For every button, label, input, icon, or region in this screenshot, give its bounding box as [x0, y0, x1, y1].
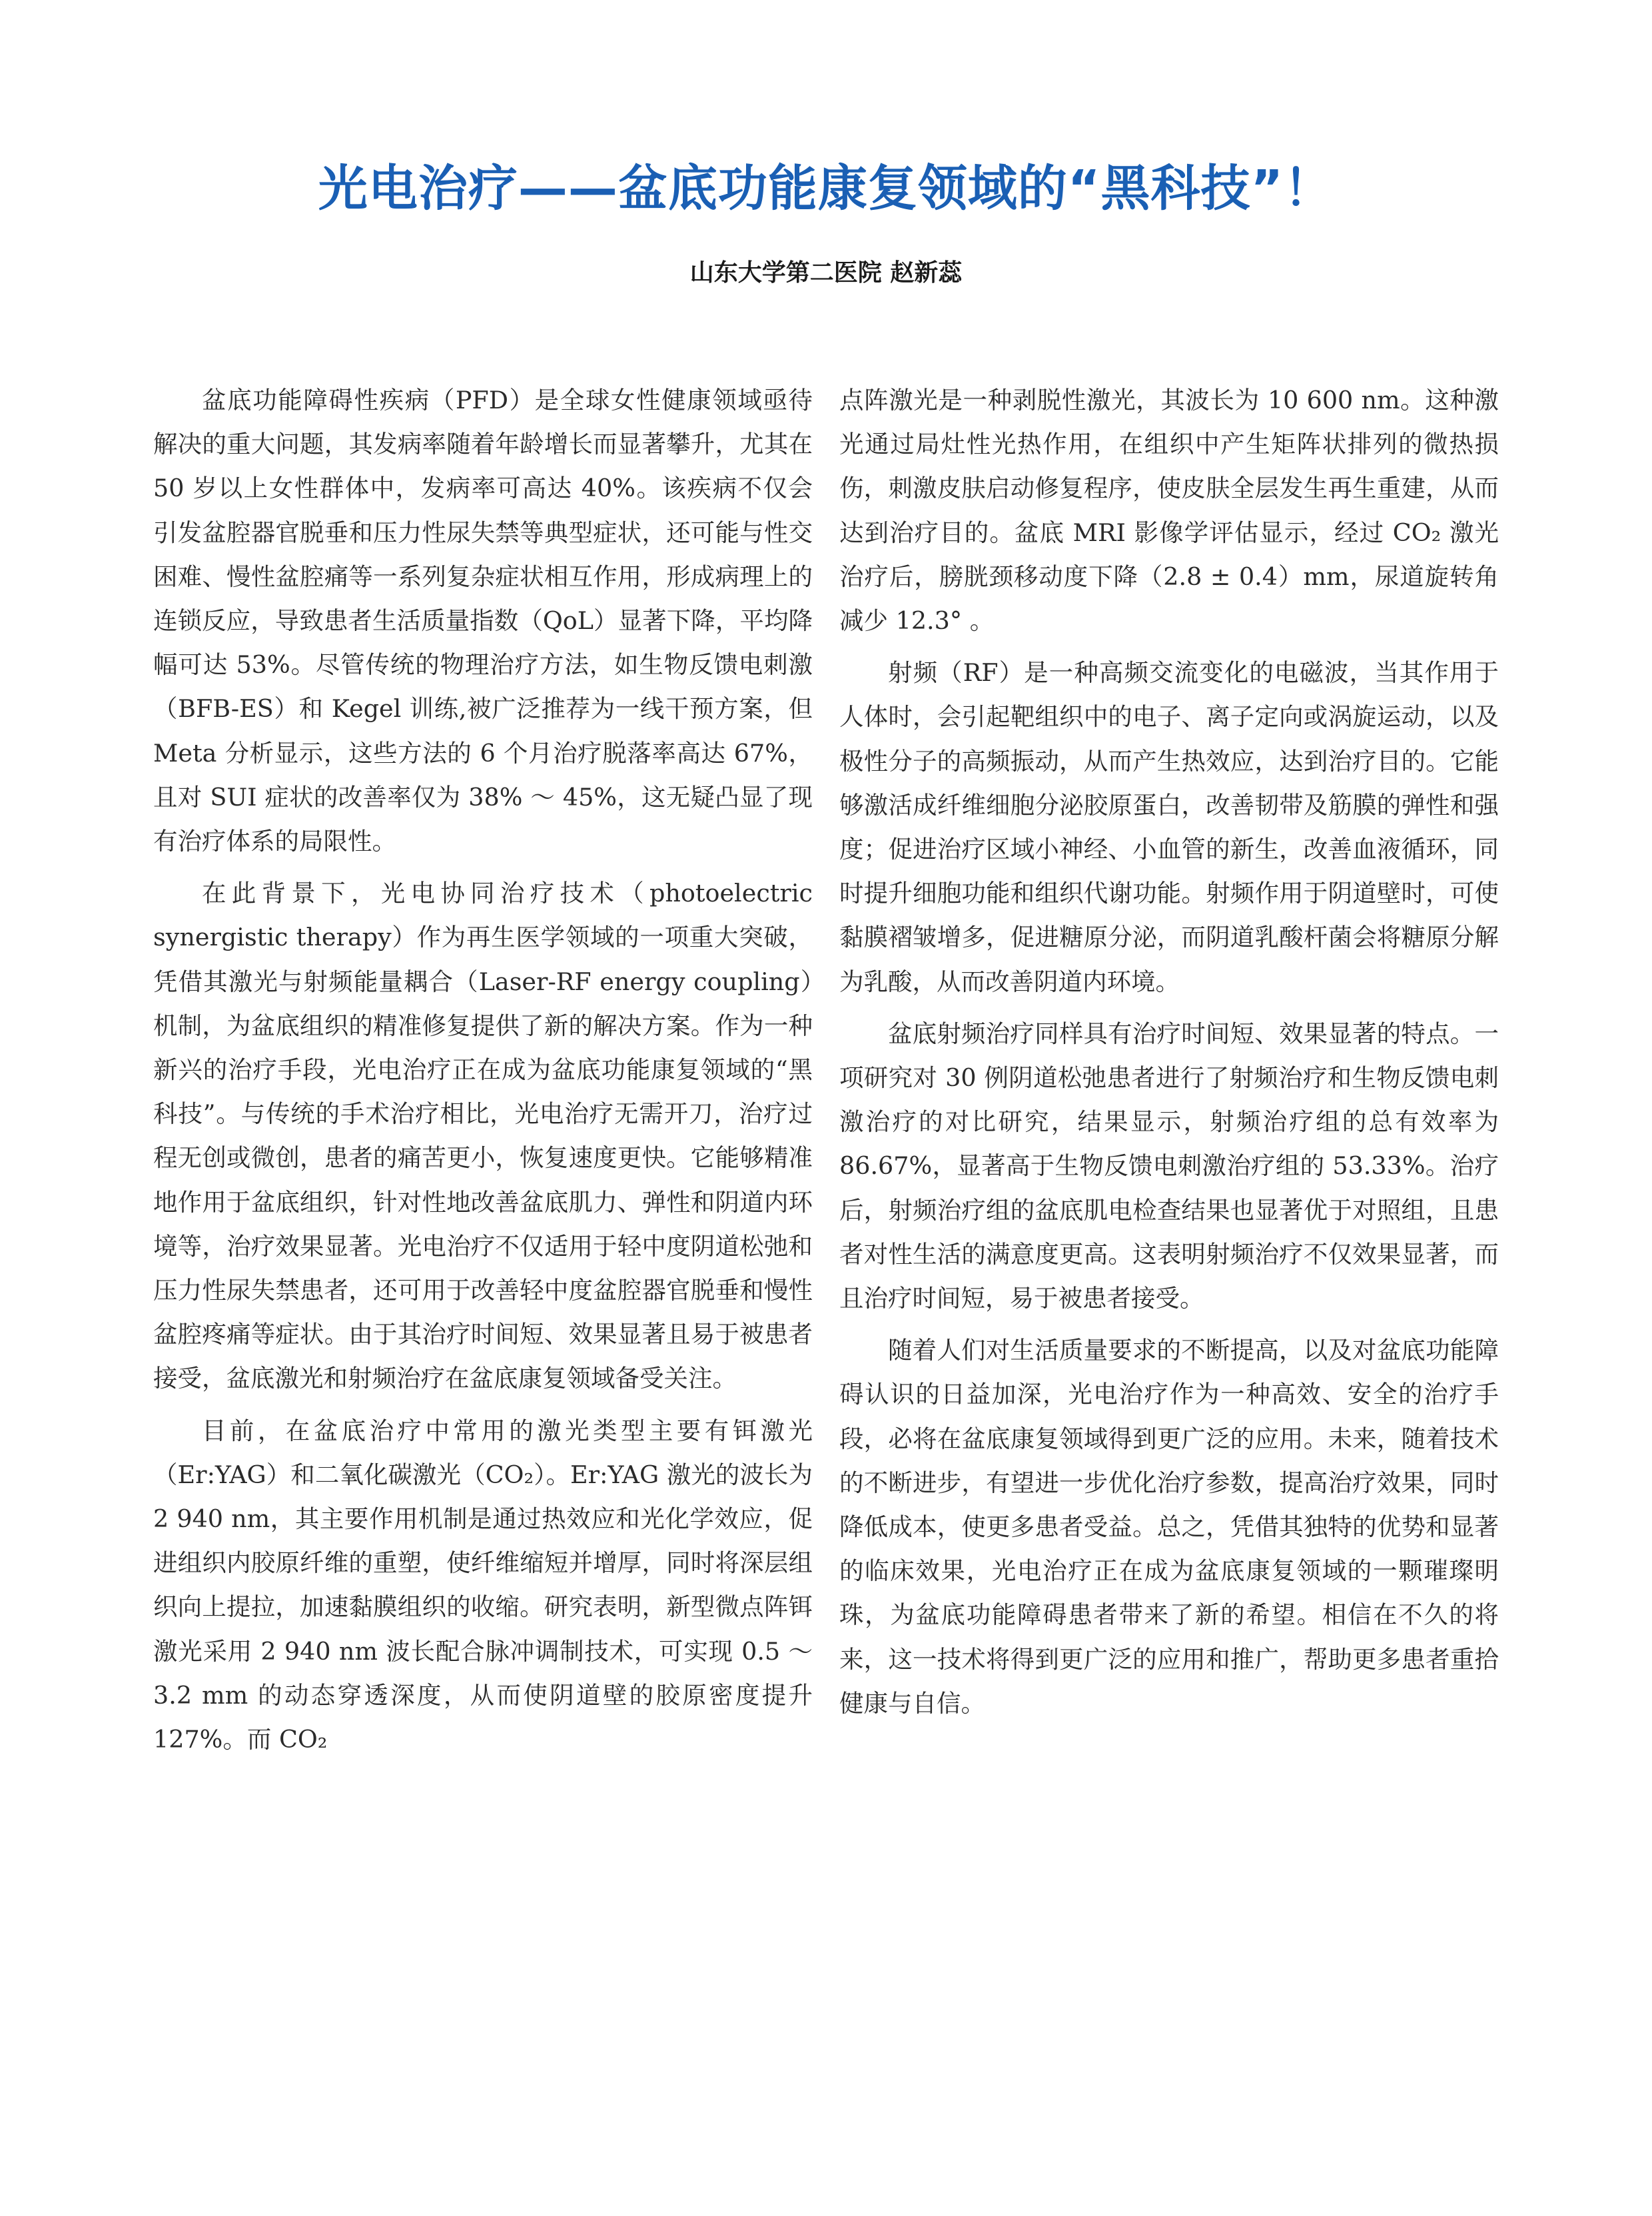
paragraph: 目前，在盆底治疗中常用的激光类型主要有铒激光（Er:YAG）和二氧化碳激光（CO₂）。Er:YAG 激光的波长为 2 940 nm，其主要作用机制是通过热效应和光化学效应，促进组织内胶原纤维的重塑，使纤维缩短并增厚，同时将深层组织向上提拉，加速黏膜组织的收缩。研究表明，新型微点阵铒激光采用 2 940 nm 波长配合脉冲调制技术，可实现 0.5 ～ 3.2 mm 的动态穿透深度，从而使阴道壁的胶原密度提升 127%。而 CO₂ [153, 1416, 813, 1754]
left-column [153, 378, 813, 1770]
paragraph-continued: 点阵激光是一种剥脱性激光，其波长为 10 600 nm。这种激光通过局灶性光热作用，在组织中产生矩阵状排列的微热损伤，刺激皮肤启动修复程序，使皮肤全层发生再生重建，从而达到治疗目的。盆底 MRI 影像学评估显示，经过 CO₂ 激光治疗后，膀胱颈移动度下降（2.8 ± 0.4）mm，尿道旋转角减少 12.3° 。 [839, 386, 1499, 636]
paragraph: 在此背景下，光电协同治疗技术（photoelectric synergistic therapy）作为再生医学领域的一项重大突破，凭借其激光与射频能量耦合（Laser-RF energy coupling）机制，为盆底组织的精准修复提供了新的解决方案。作为一种新兴的治疗手段，光电治疗正在成为盆底功能康复领域的“黑科技”。与传统的手术治疗相比，光电治疗无需开刀，治疗过程无创或微创，患者的痛苦更小，恢复速度更快。它能够精准地作用于盆底组织，针对性地改善盆底肌力、弹性和阴道内环境等，治疗效果显著。光电治疗不仅适用于轻中度阴道松弛和压力性尿失禁患者，还可用于改善轻中度盆腔器官脱垂和慢性盆腔疼痛等症状。由于其治疗时间短、效果显著且易于被患者接受，盆底激光和射频治疗在盆底康复领域备受关注。 [153, 879, 813, 1393]
article-title: 光电治疗——盆底功能康复领域的“黑科技”！ [318, 160, 1334, 217]
article-author: 山东大学第二医院 赵新蕊 [689, 259, 963, 286]
paragraph: 随着人们对生活质量要求的不断提高，以及对盆底功能障碍认识的日益加深，光电治疗作为一种高效、安全的治疗手段，必将在盆底康复领域得到更广泛的应用。未来，随着技术的不断进步，有望进一步优化治疗参数，提高治疗效果，同时降低成本，使更多患者受益。总之，凭借其独特的优势和显著的临床效果，光电治疗正在成为盆底康复领域的一颗璀璨明珠，为盆底功能障碍患者带来了新的希望。相信在不久的将来，这一技术将得到更广泛的应用和推广，帮助更多患者重拾健康与自信。 [839, 1336, 1499, 1718]
paragraph: 盆底功能障碍性疾病（PFD）是全球女性健康领域亟待解决的重大问题，其发病率随着年龄增长而显著攀升，尤其在 50 岁以上女性群体中，发病率可高达 40%。该疾病不仅会引发盆腔器官脱垂和压力性尿失禁等典型症状，还可能与性交困难、慢性盆腔痛等一系列复杂症状相互作用，形成病理上的连锁反应，导致患者生活质量指数（QoL）显著下降，平均降幅可达 53%。尽管传统的物理治疗方法，如生物反馈电刺激（BFB-ES）和 Kegel 训练,被广泛推荐为一线干预方案，但 Meta 分析显示，这些方法的 6 个月治疗脱落率高达 67%，且对 SUI 症状的改善率仅为 38% ～ 45%，这无疑凸显了现有治疗体系的局限性。 [153, 386, 813, 856]
right-column [839, 378, 1499, 1734]
paragraph: 射频（RF）是一种高频交流变化的电磁波，当其作用于人体时，会引起靶组织中的电子、离子定向或涡旋运动，以及极性分子的高频振动，从而产生热效应，达到治疗目的。它能够激活成纤维细胞分泌胶原蛋白，改善韧带及筋膜的弹性和强度；促进治疗区域小神经、小血管的新生，改善血液循环，同时提升细胞功能和组织代谢功能。射频作用于阴道壁时，可使黏膜褶皱增多，促进糖原分泌，而阴道乳酸杆菌会将糖原分解为乳酸，从而改善阴道内环境。 [839, 658, 1499, 996]
paragraph: 盆底射频治疗同样具有治疗时间短、效果显著的特点。一项研究对 30 例阴道松弛患者进行了射频治疗和生物反馈电刺激治疗的对比研究，结果显示，射频治疗组的总有效率为 86.67%，显著高于生物反馈电刺激治疗组的 53.33%。治疗后，射频治疗组的盆底肌电检查结果也显著优于对照组，且患者对性生活的满意度更高。这表明射频治疗不仅效果显著，而且治疗时间短，易于被患者接受。 [839, 1019, 1499, 1313]
